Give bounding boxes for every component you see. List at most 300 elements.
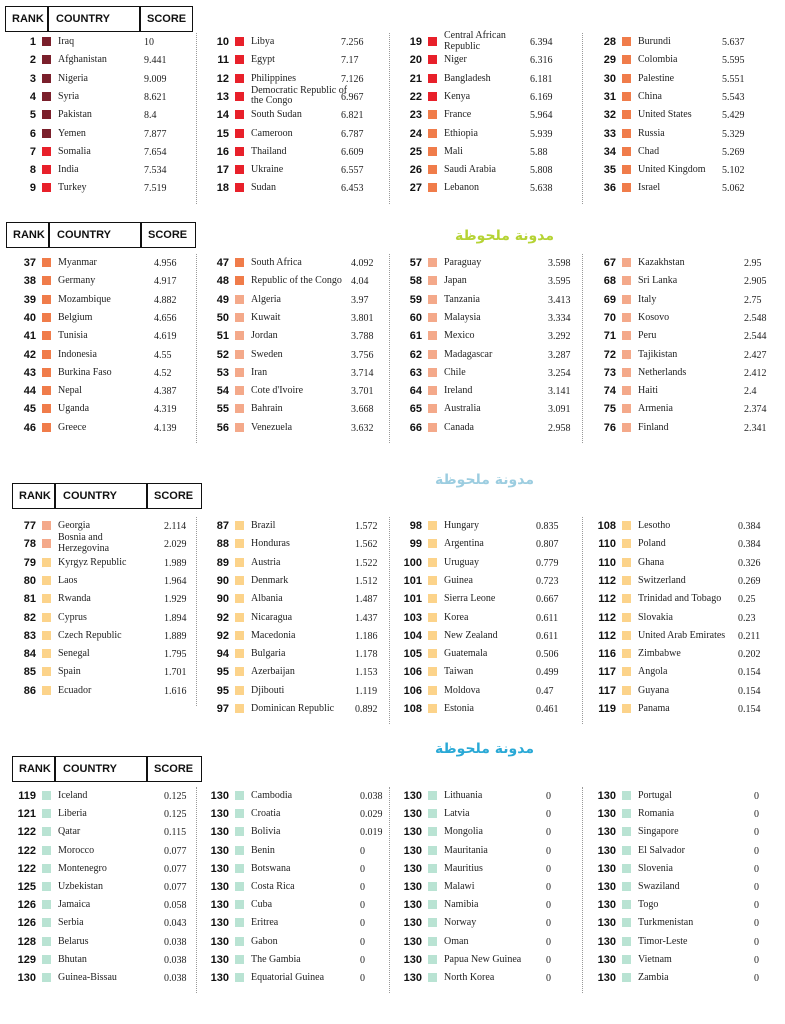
score-value: 1.487 <box>355 594 378 606</box>
rank-header: RANK <box>19 763 51 775</box>
color-swatch <box>428 704 437 713</box>
color-swatch <box>42 594 51 603</box>
color-swatch <box>428 918 437 927</box>
score-value: 7.17 <box>341 55 359 67</box>
rank-number: 130 <box>210 844 229 857</box>
score-value: 2.114 <box>164 521 187 532</box>
rank-number: 130 <box>597 844 616 857</box>
score-value: 0 <box>360 863 365 875</box>
ranking-column <box>592 787 771 993</box>
rank-number: 3 <box>29 72 36 85</box>
color-swatch <box>428 331 437 340</box>
color-swatch <box>42 55 51 64</box>
rank-number: 63 <box>409 366 422 379</box>
country-name: Cambodia <box>251 790 293 801</box>
score-value: 8.621 <box>144 91 167 103</box>
color-swatch <box>235 576 244 585</box>
country-name: United Arab Emirates <box>638 629 726 641</box>
country-name: Zimbabwe <box>638 648 681 660</box>
color-swatch <box>42 955 51 964</box>
color-swatch <box>235 165 244 174</box>
color-swatch <box>235 129 244 138</box>
country-name: Cyprus <box>58 611 87 623</box>
country-name: Madagascar <box>444 348 493 360</box>
score-value: 0 <box>360 900 365 912</box>
color-swatch <box>428 809 437 818</box>
country-name: Benin <box>251 844 275 856</box>
rank-number: 94 <box>216 648 229 661</box>
score-value: 0.154 <box>738 667 761 679</box>
color-swatch <box>622 37 631 46</box>
rank-number: 130 <box>403 808 422 821</box>
color-swatch <box>622 295 631 304</box>
ranking-column <box>592 254 771 443</box>
score-header: SCORE <box>154 490 194 502</box>
score-value: 7.126 <box>341 73 364 85</box>
score-value: 0.038 <box>164 973 187 984</box>
rank-number: 44 <box>23 385 36 398</box>
rank-number: 24 <box>409 127 422 140</box>
country-name: Jamaica <box>58 899 91 911</box>
score-value: 6.821 <box>341 110 364 122</box>
country-name: Korea <box>444 611 469 623</box>
score-value: 0.611 <box>536 630 559 642</box>
score-value: 4.52 <box>154 367 172 379</box>
country-name: Mauritania <box>444 844 488 856</box>
score-value: 2.548 <box>744 312 767 324</box>
score-value: 2.958 <box>548 422 571 434</box>
score-value: 0 <box>546 936 551 948</box>
rank-number: 12 <box>216 72 229 85</box>
ranking-column <box>398 30 583 204</box>
color-swatch <box>428 258 437 267</box>
country-name: Libya <box>251 36 275 47</box>
color-swatch <box>235 955 244 964</box>
score-value: 0.667 <box>536 594 559 606</box>
score-value: 0.038 <box>164 954 187 966</box>
country-name: Ireland <box>444 385 473 397</box>
score-value: 0.019 <box>360 827 383 839</box>
country-name: Yemen <box>58 127 86 139</box>
country-name: Nepal <box>58 385 82 397</box>
score-value: 1.522 <box>355 557 378 569</box>
score-value: 0.058 <box>164 900 187 912</box>
rank-number: 41 <box>23 330 36 343</box>
country-name: Ethiopia <box>444 127 478 139</box>
score-value: 7.877 <box>144 128 167 140</box>
score-value: 5.429 <box>722 110 745 122</box>
score-value: 3.141 <box>548 386 571 398</box>
score-value: 0 <box>546 882 551 893</box>
color-swatch <box>42 882 51 891</box>
score-value: 3.598 <box>548 258 571 269</box>
color-swatch <box>622 686 631 695</box>
country-name: Algeria <box>251 293 281 305</box>
country-name: Oman <box>444 935 469 947</box>
score-value: 4.656 <box>154 312 177 324</box>
score-value: 4.04 <box>351 276 369 288</box>
rank-number: 126 <box>17 917 36 930</box>
score-value: 0.723 <box>536 575 559 587</box>
country-name: Swaziland <box>638 881 680 892</box>
country-name: Turkmenistan <box>638 917 694 929</box>
country-name: Russia <box>638 127 665 139</box>
rank-number: 23 <box>409 109 422 122</box>
country-name: Sierra Leone <box>444 593 496 605</box>
rank-number: 35 <box>603 164 616 177</box>
rank-number: 19 <box>409 36 422 48</box>
score-value: 6.169 <box>530 91 553 103</box>
score-value: 0.269 <box>738 575 761 587</box>
score-value: 0 <box>360 973 365 984</box>
country-name: Iceland <box>58 790 88 801</box>
rank-number: 130 <box>403 935 422 948</box>
score-value: 0.25 <box>738 594 756 606</box>
rank-number: 72 <box>603 348 616 361</box>
rank-number: 21 <box>409 72 422 85</box>
color-swatch <box>622 386 631 395</box>
score-value: 6.181 <box>530 73 553 85</box>
rank-number: 99 <box>409 538 422 551</box>
rank-number: 130 <box>210 826 229 839</box>
rank-number: 112 <box>598 629 616 642</box>
score-value: 0.807 <box>536 539 559 551</box>
rank-number: 53 <box>216 366 229 379</box>
country-name: Costa Rica <box>251 881 295 892</box>
country-name: Trinidad and Tobago <box>638 593 722 605</box>
rank-number: 59 <box>409 293 422 306</box>
color-swatch <box>42 539 51 548</box>
color-swatch <box>428 129 437 138</box>
color-swatch <box>42 165 51 174</box>
color-swatch <box>42 667 51 676</box>
color-swatch <box>235 74 244 83</box>
rank-number: 129 <box>17 953 36 966</box>
country-name: Uganda <box>58 403 90 415</box>
score-value: 4.55 <box>154 349 172 361</box>
rank-number: 103 <box>403 611 422 624</box>
rank-number: 95 <box>216 684 229 697</box>
country-name: Zambia <box>638 972 669 983</box>
color-swatch <box>235 827 244 836</box>
rank-number: 14 <box>216 109 229 122</box>
country-name: Philippines <box>251 72 297 84</box>
score-value: 0 <box>546 918 551 930</box>
color-swatch <box>622 955 631 964</box>
color-swatch <box>42 613 51 622</box>
country-name: Iraq <box>58 36 75 47</box>
score-value: 0 <box>546 900 551 912</box>
rank-number: 130 <box>597 953 616 966</box>
color-swatch <box>235 558 244 567</box>
color-swatch <box>622 704 631 713</box>
country-name: Denmark <box>251 574 289 586</box>
score-value: 0.835 <box>536 521 559 532</box>
country-name: Panama <box>638 703 670 714</box>
country-name: Finland <box>638 421 669 433</box>
color-swatch <box>42 386 51 395</box>
rank-number: 85 <box>23 666 36 679</box>
country-name: Honduras <box>251 538 290 550</box>
score-value: 0 <box>360 954 365 966</box>
score-value: 5.062 <box>722 183 745 195</box>
score-value: 0 <box>546 863 551 875</box>
score-value: 0.077 <box>164 882 187 893</box>
rank-number: 65 <box>409 403 422 416</box>
color-swatch <box>622 331 631 340</box>
country-name: Tunisia <box>58 330 88 342</box>
header-divider <box>139 7 141 31</box>
color-swatch <box>622 74 631 83</box>
score-value: 5.808 <box>530 165 553 177</box>
ranking-column <box>205 787 390 993</box>
color-swatch <box>235 37 244 46</box>
rank-number: 130 <box>597 881 616 893</box>
country-name: Serbia <box>58 917 84 929</box>
score-value: 0 <box>754 809 759 821</box>
rank-number: 130 <box>210 935 229 948</box>
score-value: 4.956 <box>154 258 177 269</box>
country-name: Montenegro <box>58 862 107 874</box>
rank-number: 77 <box>23 520 36 532</box>
score-value: 1.929 <box>164 594 187 606</box>
rank-number: 69 <box>603 293 616 306</box>
rank-number: 10 <box>216 36 229 48</box>
color-swatch <box>235 900 244 909</box>
country-name: Guinea <box>444 574 473 586</box>
score-value: 5.269 <box>722 146 745 158</box>
color-swatch <box>235 404 244 413</box>
country-name: Mozambique <box>58 293 111 305</box>
score-value: 3.292 <box>548 331 571 343</box>
rank-number: 46 <box>23 421 36 434</box>
color-swatch <box>428 276 437 285</box>
rank-number: 49 <box>216 293 229 306</box>
rank-number: 128 <box>17 935 36 948</box>
country-name: Argentina <box>444 538 484 550</box>
score-value: 0 <box>754 845 759 857</box>
score-value: 5.543 <box>722 91 745 103</box>
score-value: 0 <box>754 918 759 930</box>
score-value: 5.637 <box>722 37 745 48</box>
rank-number: 7 <box>29 145 36 158</box>
color-swatch <box>622 827 631 836</box>
rank-number: 112 <box>598 593 616 606</box>
rank-number: 54 <box>216 385 229 398</box>
country-name: Sudan <box>251 182 276 194</box>
score-value: 0 <box>546 845 551 857</box>
color-swatch <box>235 631 244 640</box>
color-swatch <box>235 973 244 982</box>
color-swatch <box>428 521 437 530</box>
rank-number: 42 <box>23 348 36 361</box>
rank-number: 130 <box>403 790 422 802</box>
rank-number: 130 <box>597 917 616 930</box>
country-name: Liberia <box>58 808 87 820</box>
header-divider <box>54 757 56 781</box>
ranking-column <box>398 787 583 993</box>
score-value: 2.412 <box>744 367 767 379</box>
ranking-column <box>205 33 390 204</box>
rank-number: 43 <box>23 366 36 379</box>
score-value: 0.384 <box>738 539 761 551</box>
rank-number: 89 <box>216 556 229 569</box>
color-swatch <box>428 37 437 46</box>
rank-header: RANK <box>19 490 51 502</box>
rank-number: 119 <box>18 790 36 802</box>
color-swatch <box>235 295 244 304</box>
color-swatch <box>235 55 244 64</box>
country-name: Greece <box>58 421 87 433</box>
country-name: North Korea <box>444 972 495 983</box>
score-value: 0.23 <box>738 612 756 624</box>
country-name: Iran <box>251 366 268 378</box>
color-swatch <box>42 937 51 946</box>
score-value: 1.894 <box>164 612 187 624</box>
country-name: Burundi <box>638 36 671 47</box>
color-swatch <box>235 704 244 713</box>
country-name: Brazil <box>251 520 276 531</box>
score-value: 0 <box>754 900 759 912</box>
score-value: 1.119 <box>355 685 378 697</box>
country-name: France <box>444 109 472 121</box>
country-name: Slovenia <box>638 862 673 874</box>
rank-number: 92 <box>216 629 229 642</box>
country-name: Netherlands <box>638 366 687 378</box>
color-swatch <box>235 183 244 192</box>
color-swatch <box>42 918 51 927</box>
country-name: Bahrain <box>251 403 283 415</box>
score-value: 0.043 <box>164 918 187 930</box>
color-swatch <box>622 558 631 567</box>
country-name: Republic of the Congo <box>251 275 342 287</box>
country-name: Qatar <box>58 826 81 838</box>
color-swatch <box>622 258 631 267</box>
rank-number: 45 <box>23 403 36 416</box>
score-value: 7.519 <box>144 183 167 195</box>
score-value: 3.756 <box>351 349 374 361</box>
rank-number: 60 <box>409 311 422 324</box>
country-name: Nigeria <box>58 72 88 84</box>
color-swatch <box>622 350 631 359</box>
score-value: 1.562 <box>355 539 378 551</box>
color-swatch <box>42 313 51 322</box>
rank-number: 31 <box>603 90 616 103</box>
country-name: New Zealand <box>444 629 498 641</box>
score-value: 5.964 <box>530 110 553 122</box>
country-name: Georgia <box>58 520 91 531</box>
score-value: 3.413 <box>548 294 571 306</box>
score-value: 6.394 <box>530 37 553 48</box>
country-name: Gabon <box>251 935 278 947</box>
color-swatch <box>622 404 631 413</box>
rank-number: 61 <box>409 330 422 343</box>
score-value: 0 <box>754 827 759 839</box>
country-header: COUNTRY <box>56 13 110 25</box>
rank-number: 130 <box>597 826 616 839</box>
rank-number: 5 <box>29 109 36 122</box>
rank-number: 130 <box>403 917 422 930</box>
rank-number: 101 <box>403 593 422 606</box>
rank-number: 112 <box>598 574 616 587</box>
rank-number: 36 <box>603 182 616 195</box>
color-swatch <box>428 350 437 359</box>
color-swatch <box>235 613 244 622</box>
rank-number: 74 <box>603 385 616 398</box>
rank-number: 76 <box>603 421 616 434</box>
country-name: Paraguay <box>444 257 482 268</box>
rank-number: 8 <box>29 164 36 177</box>
country-name: Czech Republic <box>58 629 122 641</box>
score-value: 2.4 <box>744 386 757 398</box>
score-value: 5.595 <box>722 55 745 67</box>
country-name: Rwanda <box>58 593 91 605</box>
color-swatch <box>622 147 631 156</box>
color-swatch <box>428 165 437 174</box>
color-swatch <box>622 900 631 909</box>
color-swatch <box>622 110 631 119</box>
rank-number: 73 <box>603 366 616 379</box>
color-swatch <box>622 937 631 946</box>
color-swatch <box>428 368 437 377</box>
country-name: Uzbekistan <box>58 881 103 892</box>
ranking-table-header <box>12 756 202 782</box>
color-swatch <box>428 423 437 432</box>
color-swatch <box>622 129 631 138</box>
country-name: Timor-Leste <box>638 935 688 947</box>
ranking-table-header <box>6 222 196 248</box>
score-value: 0.125 <box>164 809 187 821</box>
ranking-column <box>12 33 197 204</box>
rank-number: 52 <box>216 348 229 361</box>
score-value: 0.211 <box>738 630 761 642</box>
color-swatch <box>428 631 437 640</box>
color-swatch <box>42 331 51 340</box>
score-header: SCORE <box>154 763 194 775</box>
color-swatch <box>428 74 437 83</box>
country-name: Ghana <box>638 556 665 568</box>
country-name: Bulgaria <box>251 648 286 660</box>
country-name: Belarus <box>58 935 89 947</box>
score-value: 0.154 <box>738 704 761 715</box>
color-swatch <box>622 918 631 927</box>
score-value: 0.461 <box>536 704 559 715</box>
country-name: Sweden <box>251 348 283 360</box>
score-value: 1.701 <box>164 667 187 679</box>
country-name: El Salvador <box>638 844 685 856</box>
score-value: 0 <box>546 827 551 839</box>
color-swatch <box>428 147 437 156</box>
rank-number: 119 <box>598 703 616 715</box>
color-swatch <box>428 791 437 800</box>
rank-number: 130 <box>597 935 616 948</box>
ranking-column <box>398 254 583 443</box>
rank-number: 40 <box>23 311 36 324</box>
country-name: Jordan <box>251 330 278 342</box>
score-value: 1.186 <box>355 630 378 642</box>
rank-header: RANK <box>13 229 45 241</box>
score-value: 3.701 <box>351 386 374 398</box>
color-swatch <box>42 404 51 413</box>
rank-number: 4 <box>29 90 36 103</box>
color-swatch <box>622 576 631 585</box>
country-name: Austria <box>251 556 281 568</box>
country-name: Djibouti <box>251 684 285 696</box>
color-swatch <box>622 791 631 800</box>
color-swatch <box>428 110 437 119</box>
country-name: Eritrea <box>251 917 279 929</box>
rank-number: 20 <box>409 54 422 67</box>
